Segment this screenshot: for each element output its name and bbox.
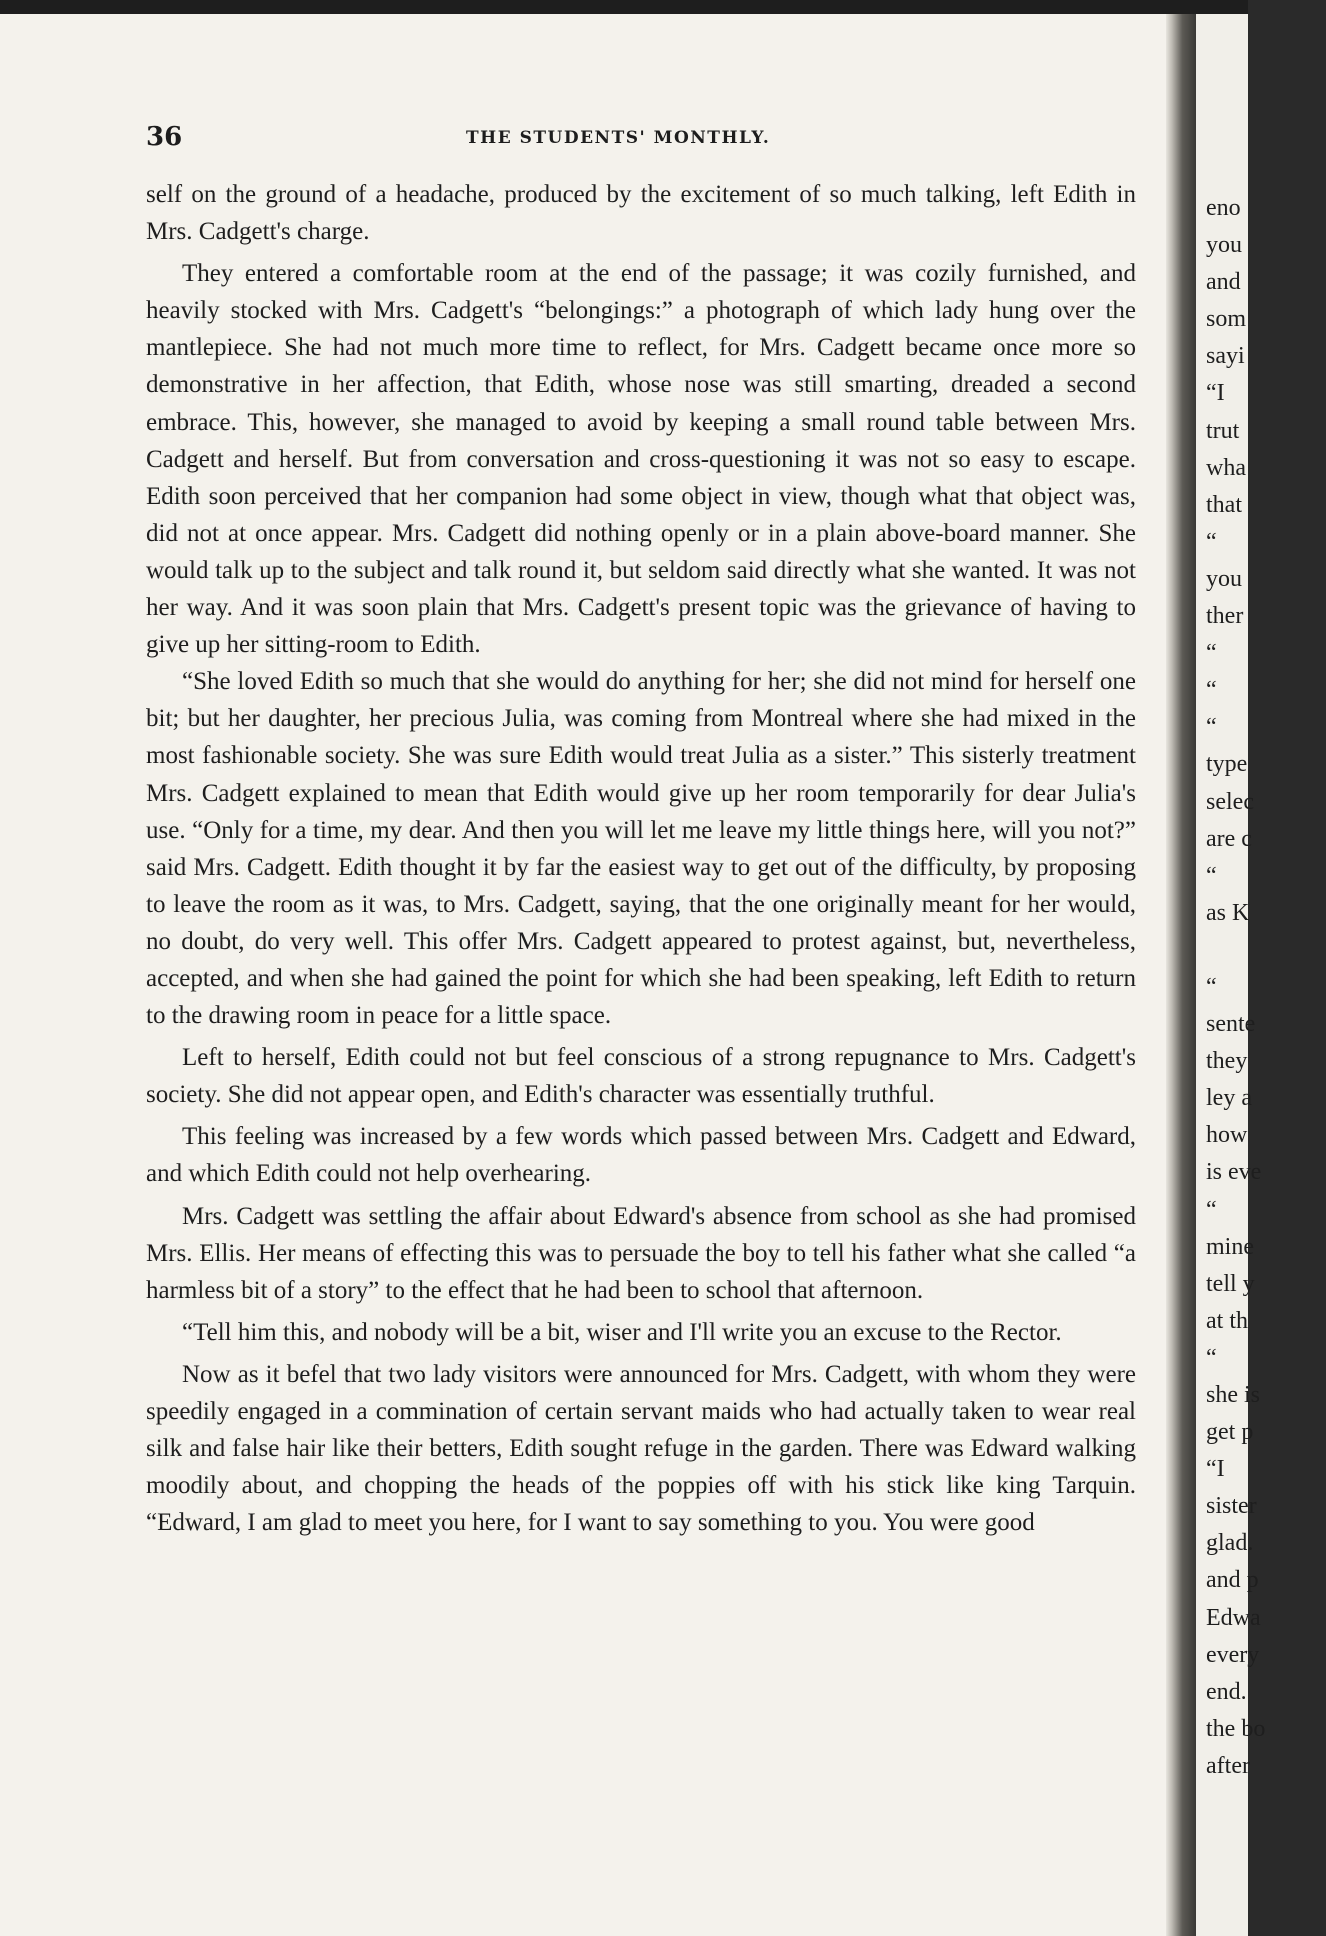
facing-page-fragment: the bo [1206,1715,1266,1742]
facing-page-fragment: som [1206,306,1247,333]
journal-title: THE STUDENTS' MONTHLY. [466,128,771,148]
facing-page-fragment: glad. [1206,1530,1254,1557]
facing-page-fragment: end. [1206,1678,1247,1705]
facing-page-fragment: you [1206,565,1242,592]
facing-page-fragment: is eve [1206,1159,1262,1186]
facing-page-fragment: “I [1206,1456,1225,1483]
facing-page-fragment: “ [1206,862,1217,889]
facing-page-fragment: ley a [1206,1085,1252,1112]
facing-page-fragment: “ [1206,640,1217,667]
facing-page-fragment: “I [1206,380,1225,407]
facing-page-fragment: wha [1206,454,1246,481]
book-gutter [1166,14,1196,1936]
paragraph: “She loved Edith so much that she would do anything for her; she did not mind for herself one bit; but her daughter, her precious Julia, was coming from Montreal where she had mixed in the most fashionable society. She was sure Edith would treat Julia as a sister.” This sisterly treatment Mrs. Cadgett explained to mean that Edith would give up her room temporarily for dear Julia's use. “Only for a time, my dear. And then you will let me leave my little things here, will you not?” said Mrs. Cadgett. Edith thought it by far the easiest way to get out of the difficulty, by proposing to leave the room as it was, to Mrs. Cadgett, saying, that the one originally meant for her would, no doubt, do very well. This offer Mrs. Cadgett appeared to protest against, but, nevertheless, accepted, and when she had gained the point for which she had been speaking, left Edith to return to the drawing room in peace for a little space. [146,668,1136,1030]
facing-page-fragment: tell y [1206,1270,1255,1297]
facing-page-fragment: selec [1206,788,1254,815]
facing-page-fragment: how [1206,1122,1248,1149]
running-head [146,122,1146,156]
facing-page-fragment: trut [1206,417,1240,444]
facing-page-fragment: after [1206,1752,1250,1779]
facing-page-fragment: “ [1206,973,1217,1000]
facing-page-fragment: sente [1206,1011,1256,1038]
paragraph: They entered a comfortable room at the end of the passage; it was cozily furnished, and heavily stocked with Mrs. Cadgett's “belongings:” a photograph of which lady hung over the mantlepiece. She had not much more time to reflect, for Mrs. Cadgett became once more so demonstrative in her affection, that Edith, whose nose was still smarting, dreaded a second embrace. This, however, she managed to avoid by keeping a small round table between Mrs. Cadgett and herself. But from conversation and cross-questioning it was not so easy to escape. Edith soon perceived that her companion had some object in view, though what that object was, did not at once appear. Mrs. Cadgett did nothing openly or in a plain above-board manner. She would talk up to the subject and talk round it, but seldom said directly what she wanted. It was not her way. And it was soon plain that Mrs. Cadgett's present topic was the grievance of having to give up her sitting-room to Edith. [146,260,1136,659]
facing-page-fragment: get p [1206,1419,1254,1446]
facing-page-fragment: are c [1206,825,1252,852]
facing-page-fragment: you [1206,232,1242,259]
paragraph: “Tell him this, and nobody will be a bit, wiser and I'll write you an excuse to the Rector. [182,1318,1062,1346]
body-text [146,176,1136,1541]
facing-page-text [1206,190,1326,1785]
paragraph: self on the ground of a headache, produced by the excitement of so much talking, left Edith in Mrs. Cadgett's charge. [146,181,1136,246]
facing-page-fragment: at th [1206,1307,1248,1334]
facing-page-fragment: type [1206,751,1248,778]
facing-page-fragment: and p [1206,1567,1259,1594]
facing-page-fragment: “ [1206,528,1217,555]
facing-page-fragment: Edwa [1206,1604,1261,1631]
facing-page-fragment: as K [1206,899,1250,926]
facing-page-fragment: “ [1206,714,1217,741]
facing-page-fragment: and [1206,269,1241,296]
facing-page-fragment: eno [1206,195,1241,221]
facing-page-edge [1196,14,1266,1936]
facing-page-fragment: “ [1206,1196,1217,1223]
facing-page-fragment: that [1206,491,1242,518]
facing-page-fragment: “ [1206,1344,1217,1371]
paragraph: Left to herself, Edith could not but feel conscious of a strong repugnance to Mrs. Cadgett's society. She did not appear open, and Edith's character was essentially truthful. [146,1044,1136,1109]
facing-page-fragment: she is [1206,1382,1260,1408]
facing-page-fragment: sayi [1206,343,1245,370]
paragraph: Now as it befel that two lady visitors were announced for Mrs. Cadgett, with whom they were speedily engaged in a commination of certain servant maids who had actually taken to wear real silk and false hair like their betters, Edith sought refuge in the garden. There was Edward walking moodily about, and chopping the heads of the poppies off with his stick like king Tarquin. “Edward, I am glad to meet you here, for I want to say something to you. You were good [146,1360,1136,1537]
facing-page-fragment [1206,932,1326,969]
facing-page-fragment: sister [1206,1493,1257,1520]
facing-page-fragment: ther [1206,603,1244,630]
facing-page-fragment: every [1206,1641,1260,1668]
facing-page-fragment: mine [1206,1233,1254,1260]
facing-page-fragment: they [1206,1048,1248,1075]
paragraph: This feeling was increased by a few words which passed between Mrs. Cadgett and Edward, and which Edith could not help overhearing. [146,1123,1136,1188]
facing-page-fragment: “ [1206,677,1217,704]
paragraph: Mrs. Cadgett was settling the affair about Edward's absence from school as she had promised Mrs. Ellis. Her means of effecting this was to persuade the boy to tell his father what she called “a harmless bit of a story” to the effect that he had been to school that afternoon. [146,1202,1136,1304]
page-number: 36 [146,122,183,152]
